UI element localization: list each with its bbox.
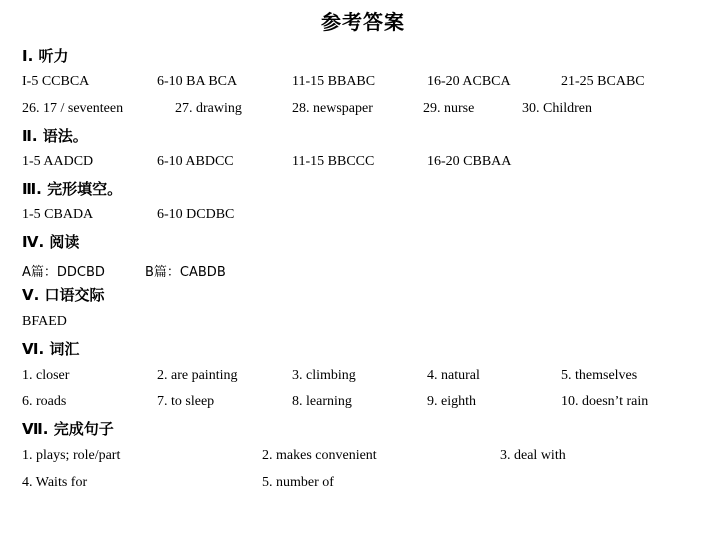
answer-cell: 27. drawing <box>175 101 242 116</box>
answer-cell: 5. number of <box>262 475 334 490</box>
answer-cell: B篇：CABDB <box>145 265 226 280</box>
answer-cell: 2. are painting <box>157 368 238 383</box>
answer-row <box>22 154 722 172</box>
section-heading-oral: Ⅴ. 口语交际 <box>22 286 105 304</box>
answer-cell: 1. closer <box>22 368 70 383</box>
page-title: 参考答案 <box>321 10 405 34</box>
answer-row <box>22 368 722 386</box>
answer-row <box>22 207 722 225</box>
answer-cell: 1-5 AADCD <box>22 154 94 169</box>
section-heading-listening: Ⅰ. 听力 <box>22 47 69 65</box>
answer-cell: 11-15 BBCCC <box>292 154 375 169</box>
answer-cell: 6-10 DCDBC <box>157 207 235 222</box>
answer-cell: 16-20 ACBCA <box>427 74 511 89</box>
answer-row <box>22 475 722 493</box>
answer-cell: 30. Children <box>522 101 592 116</box>
answer-cell: 9. eighth <box>427 394 476 409</box>
answer-cell: 21-25 BCABC <box>561 74 645 89</box>
answer-cell: 10. doesn’t rain <box>561 394 649 409</box>
answer-row <box>22 394 722 412</box>
answer-cell: 1. plays; role/part <box>22 448 121 463</box>
answer-cell: 26. 17 / seventeen <box>22 101 124 116</box>
answer-cell: 3. climbing <box>292 368 356 383</box>
section-heading-grammar: Ⅱ. 语法。 <box>22 127 88 145</box>
section-heading-reading: Ⅳ. 阅读 <box>22 233 80 251</box>
answer-cell: 2. makes convenient <box>262 448 377 463</box>
answer-cell: 29. nurse <box>423 101 475 116</box>
answer-row <box>22 74 722 92</box>
answer-row <box>22 314 722 332</box>
answer-cell: 28. newspaper <box>292 101 373 116</box>
section-heading-cloze: Ⅲ. 完形填空。 <box>22 180 123 198</box>
answer-cell: 1-5 CBADA <box>22 207 94 222</box>
answer-cell: 4. Waits for <box>22 475 88 490</box>
answer-cell: 6. roads <box>22 394 67 409</box>
answer-row <box>22 101 722 119</box>
answer-cell: 7. to sleep <box>157 394 215 409</box>
answer-cell: 3. deal with <box>500 448 566 463</box>
answer-cell: 8. learning <box>292 394 352 409</box>
answer-cell: 6-10 ABDCC <box>157 154 234 169</box>
answer-cell: A篇：DDCBD <box>22 265 105 280</box>
answer-cell: 5. themselves <box>561 368 638 383</box>
answer-cell: BFAED <box>22 314 67 329</box>
answer-cell: I-5 CCBCA <box>22 74 90 89</box>
answer-cell: 11-15 BBABC <box>292 74 376 89</box>
answer-cell: 16-20 CBBAA <box>427 154 512 169</box>
answer-cell: 4. natural <box>427 368 480 383</box>
section-heading-sentences: Ⅶ. 完成句子 <box>22 420 114 438</box>
answer-row <box>22 261 722 279</box>
answer-cell: 6-10 BA BCA <box>157 74 238 89</box>
section-heading-vocabulary: Ⅵ. 词汇 <box>22 340 80 358</box>
answer-row <box>22 448 722 466</box>
